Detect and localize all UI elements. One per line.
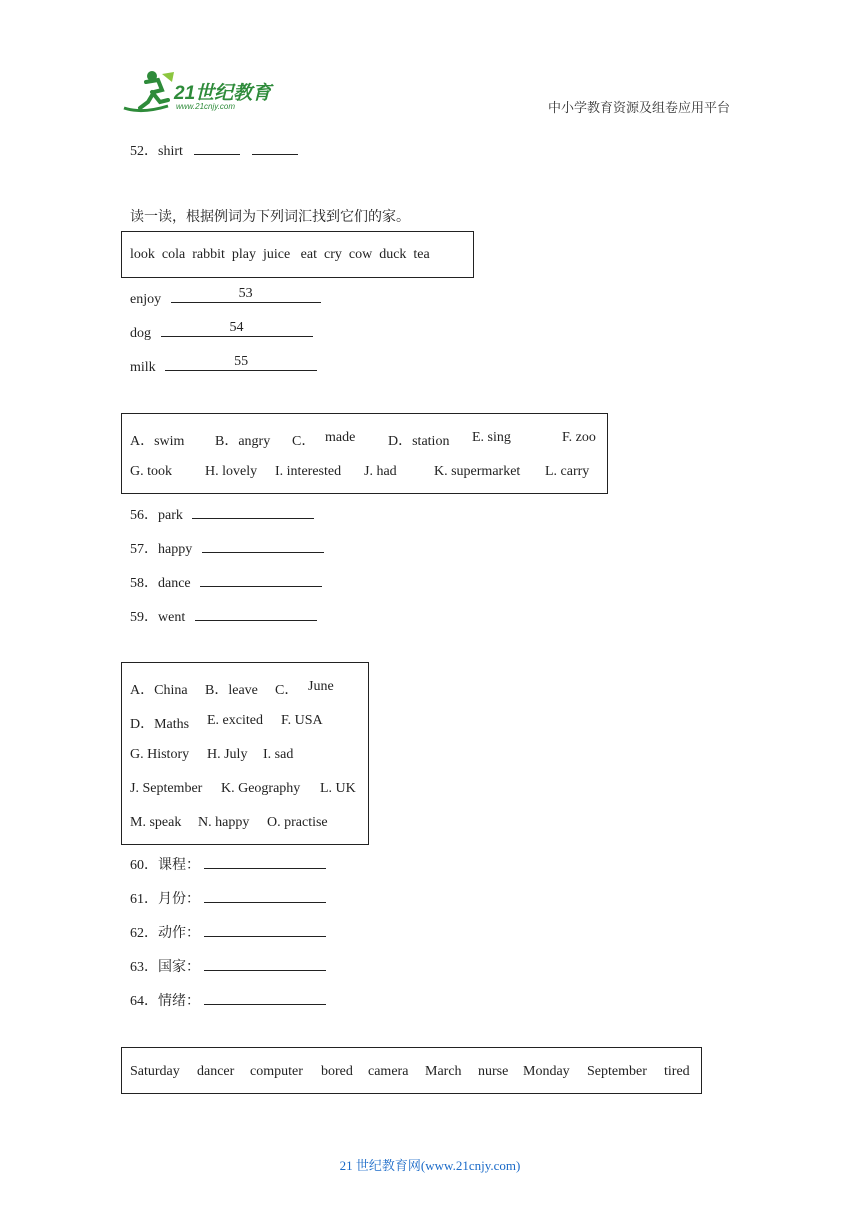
- answer-blank[interactable]: [192, 504, 314, 519]
- option-h: H. lovely: [205, 464, 258, 479]
- answer-blank[interactable]: [204, 990, 326, 1005]
- footer-link[interactable]: 21 世纪教育网(www.21cnjy.com): [339, 1158, 521, 1173]
- item-label: 63．国家：: [130, 960, 200, 975]
- options-box-2: [121, 413, 608, 494]
- option-b: B．leave: [205, 683, 258, 698]
- runner-logo-icon: [122, 68, 178, 114]
- item-label: 59．went: [130, 610, 186, 625]
- answer-blank[interactable]: [165, 356, 317, 371]
- word-item: bored: [321, 1064, 353, 1079]
- option-o: O. practise: [267, 815, 328, 830]
- item-64: [130, 990, 326, 1010]
- header-platform-text: 中小学教育资源及组卷应用平台: [547, 100, 730, 115]
- item-59: [130, 606, 317, 626]
- answer-blank[interactable]: [204, 854, 326, 869]
- item-54: [130, 322, 313, 342]
- item-number: 55: [234, 354, 249, 369]
- item-53: [130, 288, 321, 308]
- option-i: I. interested: [275, 464, 342, 479]
- item-label: 56．park: [130, 508, 183, 523]
- option-m: M. speak: [130, 815, 182, 830]
- answer-blank[interactable]: [204, 888, 326, 903]
- item-60: [130, 854, 326, 874]
- option-a: A．China: [130, 683, 188, 698]
- question-52-label: 52．shirt: [130, 144, 183, 159]
- word-item: computer: [250, 1064, 303, 1079]
- option-l: L. UK: [320, 781, 356, 796]
- item-label: 61．月份：: [130, 892, 200, 907]
- item-label: enjoy: [130, 292, 162, 307]
- option-f: F. USA: [281, 713, 323, 728]
- answer-blank[interactable]: [200, 572, 322, 587]
- option-c-word: made: [325, 430, 356, 445]
- option-c-word: June: [308, 679, 334, 694]
- question-52: [130, 140, 298, 160]
- option-j: J. had: [364, 464, 397, 479]
- option-k: K. supermarket: [434, 464, 521, 479]
- site-logo: [122, 68, 288, 116]
- word-item: camera: [368, 1064, 409, 1079]
- option-d: D．Maths: [130, 717, 190, 732]
- item-label: 64．情绪：: [130, 994, 200, 1009]
- word-item: nurse: [478, 1064, 509, 1079]
- item-label: milk: [130, 360, 156, 375]
- item-63: [130, 956, 326, 976]
- word-item: September: [587, 1064, 647, 1079]
- option-n: N. happy: [198, 815, 250, 830]
- answer-blank[interactable]: [204, 922, 326, 937]
- answer-blank[interactable]: [171, 288, 321, 303]
- logo-text: 21世纪教育: [174, 83, 272, 104]
- options-box-3: [121, 662, 369, 845]
- item-label: 57．happy: [130, 542, 193, 557]
- option-a: A．swim: [130, 434, 185, 449]
- option-f: F. zoo: [562, 430, 596, 445]
- option-d: D．station: [388, 434, 450, 449]
- word-box-1: [121, 231, 474, 278]
- word-box-4: [121, 1047, 702, 1094]
- item-55: [130, 356, 317, 376]
- word-item: Monday: [523, 1064, 570, 1079]
- option-e: E. excited: [207, 713, 263, 728]
- answer-blank[interactable]: [204, 956, 326, 971]
- option-b: B．angry: [215, 434, 271, 449]
- section1-instruction: 读一读，根据例词为下列词汇找到它们的家。: [130, 210, 410, 225]
- word-item: dancer: [197, 1064, 235, 1079]
- item-58: [130, 572, 322, 592]
- item-number: 54: [229, 320, 244, 335]
- option-j: J. September: [130, 781, 203, 796]
- word-box-1-text: look cola rabbit play juice eat cry cow duck tea: [130, 247, 430, 262]
- item-label: 62．动作：: [130, 926, 200, 941]
- item-56: [130, 504, 314, 524]
- answer-blank[interactable]: [195, 606, 317, 621]
- answer-blank[interactable]: [252, 140, 298, 155]
- option-e: E. sing: [472, 430, 511, 445]
- item-label: dog: [130, 326, 151, 341]
- option-c: C．: [275, 683, 299, 698]
- option-g: G. took: [130, 464, 172, 479]
- item-57: [130, 538, 324, 558]
- word-item: Saturday: [130, 1064, 180, 1079]
- option-g: G. History: [130, 747, 190, 762]
- answer-blank[interactable]: [194, 140, 240, 155]
- word-item: March: [425, 1064, 462, 1079]
- item-62: [130, 922, 326, 942]
- item-label: 60．课程：: [130, 858, 200, 873]
- answer-blank[interactable]: [161, 322, 313, 337]
- word-item: tired: [664, 1064, 690, 1079]
- option-c: C．: [292, 434, 316, 449]
- logo-url: www.21cnjy.com: [176, 102, 235, 111]
- item-61: [130, 888, 326, 908]
- option-l: L. carry: [545, 464, 590, 479]
- option-k: K. Geography: [221, 781, 301, 796]
- answer-blank[interactable]: [202, 538, 324, 553]
- option-h: H. July: [207, 747, 248, 762]
- item-label: 58．dance: [130, 576, 191, 591]
- item-number: 53: [238, 286, 253, 301]
- option-i: I. sad: [263, 747, 294, 762]
